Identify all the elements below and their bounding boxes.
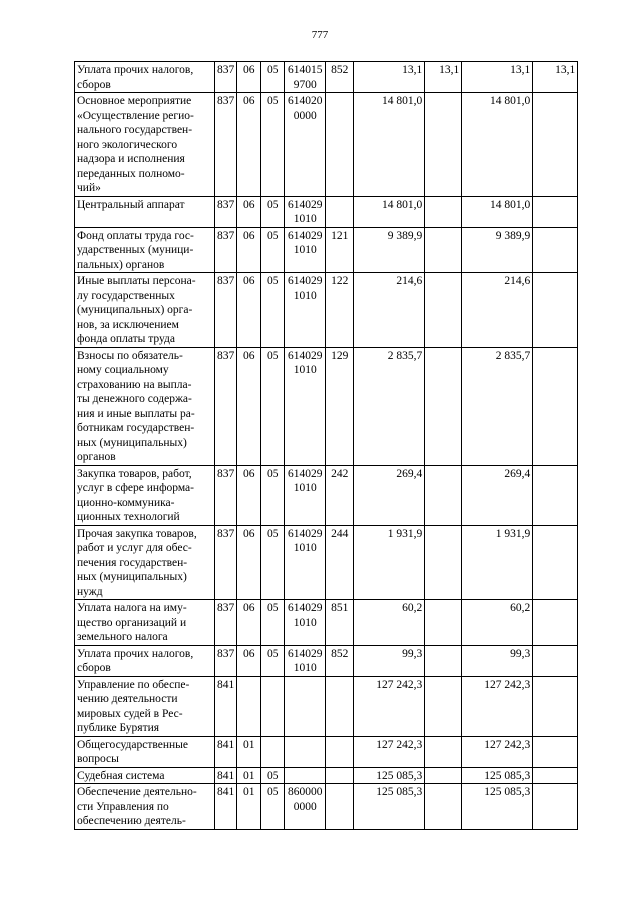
expense-type-cell — [326, 767, 354, 784]
section-code-cell — [237, 676, 261, 736]
subsection-code-cell: 05 — [261, 600, 285, 646]
expense-type-cell — [326, 676, 354, 736]
amount-federal-cell — [425, 347, 462, 465]
row-name-cell: Управление по обеспе- чению деятельности мировых судей в Рес- публике Бурятия — [75, 676, 215, 736]
amount-federal-cell — [425, 196, 462, 227]
subsection-code-cell: 05 — [261, 273, 285, 348]
section-code-cell: 06 — [237, 227, 261, 273]
amount-subvention-cell — [533, 347, 578, 465]
amount-total-cell: 60,2 — [354, 600, 425, 646]
ministry-code-cell: 841 — [215, 736, 237, 767]
amount-republic-cell: 2 835,7 — [462, 347, 533, 465]
table-row — [75, 676, 578, 736]
table-row — [75, 767, 578, 784]
section-code-cell: 01 — [237, 784, 261, 830]
amount-subvention-cell — [533, 93, 578, 197]
amount-federal-cell — [425, 736, 462, 767]
table-row — [75, 465, 578, 525]
amount-federal-cell — [425, 525, 462, 600]
subsection-code-cell: 05 — [261, 347, 285, 465]
amount-federal-cell — [425, 645, 462, 676]
amount-federal-cell — [425, 93, 462, 197]
target-article-cell: 614029 1010 — [285, 600, 326, 646]
amount-republic-cell: 1 931,9 — [462, 525, 533, 600]
subsection-code-cell: 05 — [261, 784, 285, 830]
amount-total-cell: 127 242,3 — [354, 676, 425, 736]
amount-total-cell: 125 085,3 — [354, 784, 425, 830]
row-name-cell: Прочая закупка товаров, работ и услуг для обес- печения государствен- ных (муниципальных) нужд — [75, 525, 215, 600]
ministry-code-cell: 837 — [215, 645, 237, 676]
table-row — [75, 196, 578, 227]
amount-subvention-cell — [533, 676, 578, 736]
amount-republic-cell: 99,3 — [462, 645, 533, 676]
amount-federal-cell — [425, 227, 462, 273]
expense-type-cell — [326, 93, 354, 197]
ministry-code-cell: 837 — [215, 273, 237, 348]
section-code-cell: 06 — [237, 347, 261, 465]
expense-type-cell: 852 — [326, 645, 354, 676]
amount-subvention-cell — [533, 525, 578, 600]
amount-republic-cell: 60,2 — [462, 600, 533, 646]
table-row — [75, 227, 578, 273]
target-article-cell: 614029 1010 — [285, 227, 326, 273]
subsection-code-cell: 05 — [261, 196, 285, 227]
section-code-cell: 06 — [237, 600, 261, 646]
row-name-cell: Судебная система — [75, 767, 215, 784]
amount-federal-cell — [425, 676, 462, 736]
section-code-cell: 06 — [237, 465, 261, 525]
ministry-code-cell: 837 — [215, 62, 237, 93]
amount-republic-cell: 125 085,3 — [462, 767, 533, 784]
expense-type-cell: 244 — [326, 525, 354, 600]
amount-republic-cell: 9 389,9 — [462, 227, 533, 273]
subsection-code-cell: 05 — [261, 62, 285, 93]
amount-total-cell: 99,3 — [354, 645, 425, 676]
expense-type-cell: 851 — [326, 600, 354, 646]
expense-type-cell: 242 — [326, 465, 354, 525]
table-row — [75, 736, 578, 767]
ministry-code-cell: 841 — [215, 767, 237, 784]
amount-republic-cell: 13,1 — [462, 62, 533, 93]
subsection-code-cell: 05 — [261, 767, 285, 784]
amount-total-cell: 13,1 — [354, 62, 425, 93]
amount-republic-cell: 14 801,0 — [462, 93, 533, 197]
row-name-cell: Уплата налога на иму- щество организаций и земельного налога — [75, 600, 215, 646]
row-name-cell: Основное мероприятие «Осуществление регио- нального государствен- ного экологического надзора и исполнения переданных полномо- чий» — [75, 93, 215, 197]
ministry-code-cell: 837 — [215, 525, 237, 600]
amount-republic-cell: 125 085,3 — [462, 784, 533, 830]
amount-total-cell: 127 242,3 — [354, 736, 425, 767]
ministry-code-cell: 841 — [215, 676, 237, 736]
row-name-cell: Фонд оплаты труда гос- ударственных (муници- пальных) органов — [75, 227, 215, 273]
page-number: 777 — [311, 29, 329, 41]
section-code-cell: 06 — [237, 645, 261, 676]
amount-federal-cell — [425, 465, 462, 525]
target-article-cell: 860000 0000 — [285, 784, 326, 830]
ministry-code-cell: 837 — [215, 347, 237, 465]
amount-total-cell: 9 389,9 — [354, 227, 425, 273]
subsection-code-cell — [261, 736, 285, 767]
target-article-cell: 614029 1010 — [285, 196, 326, 227]
row-name-cell: Общегосударственные вопросы — [75, 736, 215, 767]
ministry-code-cell: 837 — [215, 196, 237, 227]
target-article-cell: 614029 1010 — [285, 525, 326, 600]
table-row — [75, 62, 578, 93]
table-row — [75, 525, 578, 600]
section-code-cell: 01 — [237, 767, 261, 784]
target-article-cell: 614029 1010 — [285, 465, 326, 525]
table-row — [75, 347, 578, 465]
amount-republic-cell: 269,4 — [462, 465, 533, 525]
amount-republic-cell: 14 801,0 — [462, 196, 533, 227]
subsection-code-cell: 05 — [261, 525, 285, 600]
expense-type-cell: 121 — [326, 227, 354, 273]
section-code-cell: 06 — [237, 93, 261, 197]
amount-federal-cell — [425, 767, 462, 784]
subsection-code-cell: 05 — [261, 227, 285, 273]
budget-table — [74, 61, 578, 830]
amount-federal-cell — [425, 784, 462, 830]
subsection-code-cell: 05 — [261, 93, 285, 197]
amount-subvention-cell — [533, 736, 578, 767]
row-name-cell: Закупка товаров, работ, услуг в сфере информа- ционно-коммуника- ционных технологий — [75, 465, 215, 525]
amount-federal-cell — [425, 600, 462, 646]
amount-total-cell: 214,6 — [354, 273, 425, 348]
table-row — [75, 784, 578, 830]
amount-federal-cell — [425, 273, 462, 348]
amount-subvention-cell — [533, 645, 578, 676]
row-name-cell: Уплата прочих налогов, сборов — [75, 645, 215, 676]
amount-federal-cell: 13,1 — [425, 62, 462, 93]
target-article-cell — [285, 767, 326, 784]
amount-subvention-cell — [533, 784, 578, 830]
expense-type-cell — [326, 784, 354, 830]
amount-republic-cell: 127 242,3 — [462, 676, 533, 736]
expense-type-cell: 122 — [326, 273, 354, 348]
amount-total-cell: 14 801,0 — [354, 196, 425, 227]
amount-total-cell: 269,4 — [354, 465, 425, 525]
amount-subvention-cell — [533, 600, 578, 646]
amount-republic-cell: 214,6 — [462, 273, 533, 348]
subsection-code-cell: 05 — [261, 465, 285, 525]
amount-subvention-cell — [533, 196, 578, 227]
target-article-cell: 614029 1010 — [285, 645, 326, 676]
amount-subvention-cell: 13,1 — [533, 62, 578, 93]
amount-subvention-cell — [533, 465, 578, 525]
expense-type-cell: 852 — [326, 62, 354, 93]
budget-table-body — [75, 62, 578, 830]
amount-subvention-cell — [533, 227, 578, 273]
amount-total-cell: 125 085,3 — [354, 767, 425, 784]
target-article-cell: 614029 1010 — [285, 347, 326, 465]
amount-total-cell: 14 801,0 — [354, 93, 425, 197]
table-row — [75, 645, 578, 676]
expense-type-cell — [326, 196, 354, 227]
row-name-cell: Обеспечение деятельно- сти Управления по обеспечению деятель- — [75, 784, 215, 830]
amount-republic-cell: 127 242,3 — [462, 736, 533, 767]
target-article-cell: 614020 0000 — [285, 93, 326, 197]
row-name-cell: Взносы по обязатель- ному социальному страхованию на выпла- ты денежного содержа- ния и иные выплаты ра- ботникам государствен- ных (муниципальных) органов — [75, 347, 215, 465]
ministry-code-cell: 837 — [215, 93, 237, 197]
target-article-cell: 614015 9700 — [285, 62, 326, 93]
target-article-cell — [285, 676, 326, 736]
ministry-code-cell: 837 — [215, 227, 237, 273]
row-name-cell: Уплата прочих налогов, сборов — [75, 62, 215, 93]
subsection-code-cell: 05 — [261, 645, 285, 676]
section-code-cell: 06 — [237, 62, 261, 93]
ministry-code-cell: 837 — [215, 600, 237, 646]
subsection-code-cell — [261, 676, 285, 736]
row-name-cell: Центральный аппарат — [75, 196, 215, 227]
table-row — [75, 93, 578, 197]
target-article-cell — [285, 736, 326, 767]
table-row — [75, 600, 578, 646]
amount-total-cell: 1 931,9 — [354, 525, 425, 600]
ministry-code-cell: 837 — [215, 465, 237, 525]
section-code-cell: 06 — [237, 196, 261, 227]
expense-type-cell — [326, 736, 354, 767]
expense-type-cell: 129 — [326, 347, 354, 465]
table-row — [75, 273, 578, 348]
amount-subvention-cell — [533, 767, 578, 784]
amount-subvention-cell — [533, 273, 578, 348]
section-code-cell: 06 — [237, 273, 261, 348]
amount-total-cell: 2 835,7 — [354, 347, 425, 465]
section-code-cell: 06 — [237, 525, 261, 600]
ministry-code-cell: 841 — [215, 784, 237, 830]
target-article-cell: 614029 1010 — [285, 273, 326, 348]
section-code-cell: 01 — [237, 736, 261, 767]
row-name-cell: Иные выплаты персона- лу государственных (муниципальных) орга- нов, за исключением фонда оплаты труда — [75, 273, 215, 348]
